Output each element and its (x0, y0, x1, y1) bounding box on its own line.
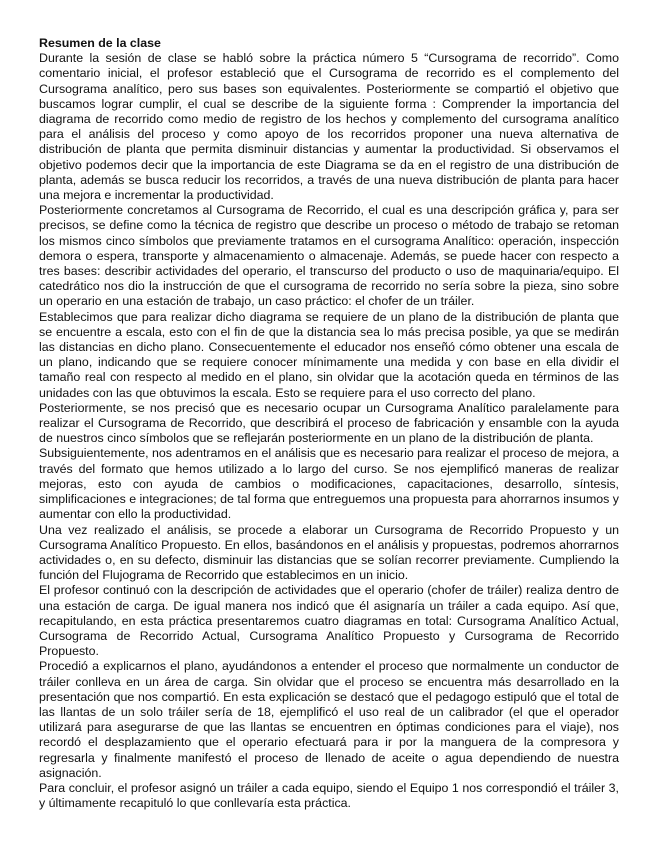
paragraph-definition: Posteriormente concretamos al Cursograma de Recorrido, el cual es una descripción gráfica y, para ser precisos, se define como la técnica de registro que describe un proceso o método de trabajo se retoman los mismos cinco símbolos que previamente tratamos en el cursograma Analítico: operación, inspección demora o espera, transporte y almacenamiento o almacenaje. Además, se puede hacer con respecto a tres bases: describir actividades del operario, el transcurso del producto o uso de maquinaria/equipo. El catedrático nos dio la instrucción de que el cursograma de recorrido no sería sobre la pieza, sino sobre un operario en una estación de trabajo, un caso práctico: el chofer de un tráiler. (39, 203, 619, 309)
paragraph-conclusion: Para concluir, el profesor asignó un tráiler a cada equipo, siendo el Equipo 1 nos correspondió el tráiler 3, y últimamente recapituló lo que conllevaría esta práctica. (39, 780, 619, 811)
paragraph-plan: Procedió a explicarnos el plano, ayudándonos a entender el proceso que normalmente un conductor de tráiler conlleva en un área de carga. Sin olvidar que el proceso se encuentra más desarrollado en la presentación que nos compartió. En esta explicación se destacó que el pedagogo estipuló que el total de las llantas de un solo tráiler sería de 18, ejemplificó el uso real de un calibrador (el que el operador utilizará para asegurarse de que las llantas se encuentren en óptimas condiciones para el viaje), nos recordó el desplazamiento que el operario efectuará para ir por la manguera de la compresora y regresarla y finalmente manifestó el proceso de llenado de aceite o agua dependiendo de nuestra asignación. (39, 659, 619, 780)
paragraph-improvement: Subsiguientemente, nos adentramos en el análisis que es necesario para realizar el proceso de mejora, a través del formato que hemos utilizado a lo largo del curso. Se nos ejemplificó maneras de realizar mejoras, esto con ayuda de cambios o modificaciones, capacitaciones, desarrollo, síntesis, simplificaciones e integraciones; de tal forma que entreguemos una propuesta para ahorrarnos insumos y aumentar con ello la productividad. (39, 446, 619, 522)
paragraph-proposal: Una vez realizado el análisis, se procede a elaborar un Cursograma de Recorrido Propuesto y un Cursograma Analítico Propuesto. En ellos, basándonos en el análisis y propuestas, podremos ahorrarnos actividades o, en su defecto, disminuir las distancias que se solían recorrer previamente. Cumpliendo la función del Flujograma de Recorrido que establecimos en un inicio. (39, 522, 619, 583)
paragraph-activities: El profesor continuó con la descripción de actividades que el operario (chofer de tráiler) realiza dentro de una estación de carga. De igual manera nos indicó que él asignaría un tráiler a cada equipo. Así que, recapitulando, en esta práctica presentaremos cuatro diagramas en total: Cursograma Analítico Actual, Cursograma de Recorrido Actual, Cursograma Analítico Propuesto y Cursograma de Recorrido Propuesto. (39, 583, 619, 659)
paragraph-scale: Establecimos que para realizar dicho diagrama se requiere de un plano de la distribución de planta que se encuentre a escala, esto con el fin de que la distancia sea lo más precisa posible, ya que se medirán las distancias en dicho plano. Consecuentemente el educador nos enseñó cómo obtener una escala de un plano, indicando que se requiere conocer mínimamente una medida y con base en ella dividir el tamaño real con respecto al medido en el plano, sin olvidar que la acotación queda en términos de las unidades con las que obtuvimos la escala. Esto se requiere para el uso correcto del plano. (39, 309, 619, 400)
paragraph-analytic: Posteriormente, se nos precisó que es necesario ocupar un Cursograma Analítico paralelamente para realizar el Cursograma de Recorrido, que describirá el proceso de fabricación y ensamble con la ayuda de nuestros cinco símbolos que se reflejarán posteriormente en un plano de la distribución de planta. (39, 400, 619, 446)
paragraph-intro: Durante la sesión de clase se habló sobre la práctica número 5 “Cursograma de recorrido”. Como comentario inicial, el profesor estableció que el Cursograma de recorrido es el complemento del Cursograma analítico, pero sus bases son equivalentes. Posteriormente se compartió el objetivo que buscamos lograr cumplir, el cual se describe de la siguiente forma : Comprender la importancia del diagrama de recorrido como medio de registro de los hechos y complemento del cursograma analítico para el análisis del proceso y como apoyo de los recorridos proponer una nueva alternativa de distribución de planta que permita disminuir distancias y aumentar la productividad. Si observamos el objetivo podemos decir que la importancia de este Diagrama se da en el registro de una distribución de planta, además se busca reducir los recorridos, a través de una nueva distribución de planta para hacer una mejora e incrementar la productividad. (39, 51, 619, 203)
document-title: Resumen de la clase (39, 36, 161, 50)
